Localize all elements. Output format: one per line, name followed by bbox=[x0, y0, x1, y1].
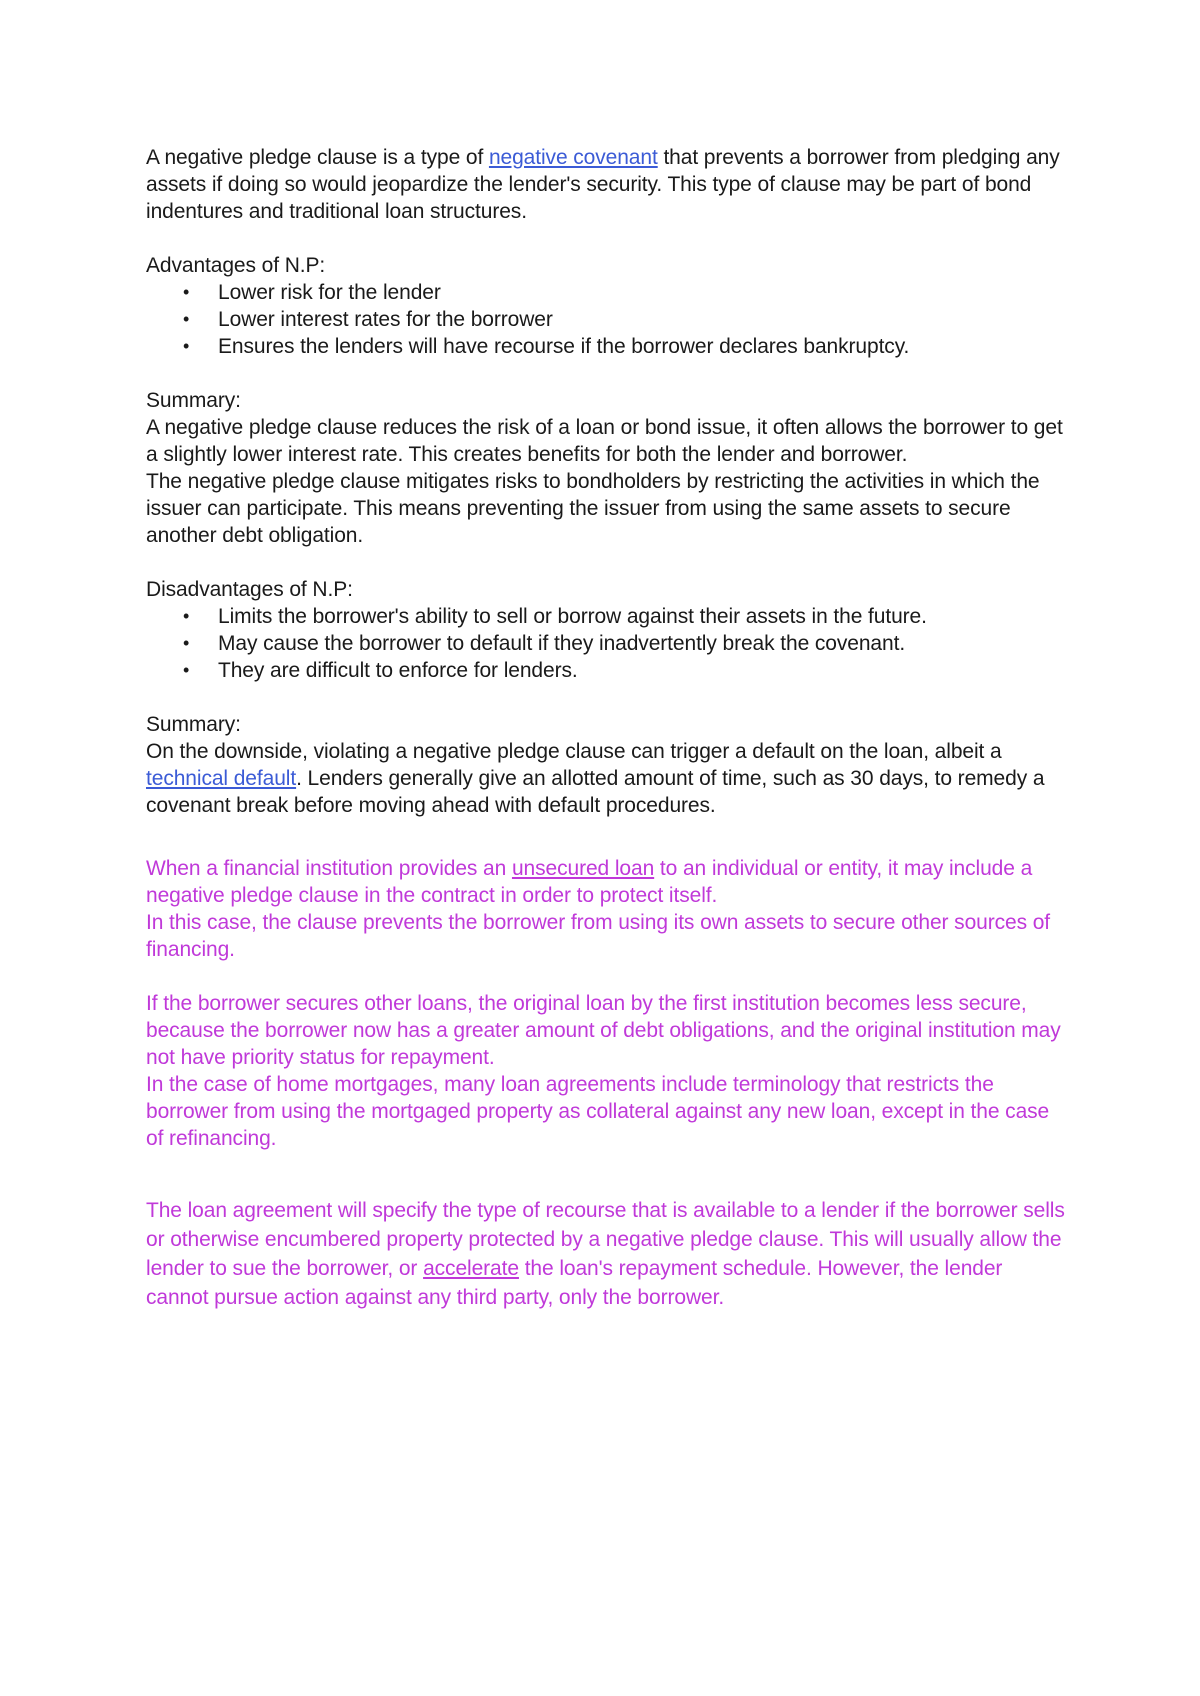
list-item: • They are difficult to enforce for lenders. bbox=[183, 659, 578, 682]
document-page bbox=[146, 144, 1066, 1312]
accelerate-link[interactable]: accelerate bbox=[423, 1257, 519, 1280]
summary-heading: Summary: bbox=[146, 713, 241, 736]
summary-paragraph: On the downside, violating a negative pledge clause can trigger a default on the loan, albeit a technical default. Lenders generally give an allotted amount of time, such as 30 days, to remedy a covenant break before moving ahead with default procedures. bbox=[146, 740, 1045, 817]
bullet-icon: • bbox=[183, 309, 190, 329]
bullet-icon: • bbox=[183, 660, 190, 680]
list-item: • Lower risk for the lender bbox=[183, 281, 441, 304]
highlighted-paragraph: When a financial institution provides an unsecured loan to an individual or entity, it may include a negative pledge clause in the contract in order to protect itself. bbox=[146, 857, 1033, 907]
bullet-icon: • bbox=[183, 336, 190, 356]
negative-covenant-link[interactable]: negative covenant bbox=[488, 146, 658, 169]
highlighted-paragraph: The loan agreement will specify the type of recourse that is available to a lender if the borrower sells or otherwise encumbered property protected by a negative pledge clause. This will usually allow the lender to sue the borrower, or accelerate the loan's repayment schedule. However, the lender cannot pursue action against any third party, only the borrower. bbox=[146, 1199, 1065, 1309]
highlighted-paragraph: If the borrower secures other loans, the original loan by the first institution becomes less secure, because the borrower now has a greater amount of debt obligations, and the original institution may not have priority status for repayment. bbox=[146, 992, 1061, 1069]
highlighted-paragraph: In this case, the clause prevents the borrower from using its own assets to secure other sources of financing. bbox=[146, 911, 1051, 961]
bullet-icon: • bbox=[183, 606, 190, 626]
bullet-icon: • bbox=[183, 633, 190, 653]
summary-heading: Summary: bbox=[146, 389, 241, 412]
highlighted-paragraph: In the case of home mortgages, many loan agreements include terminology that restricts the borrower from using the mortgaged property as collateral against any new loan, except in the case of refinancing. bbox=[146, 1073, 1050, 1150]
summary-paragraph: A negative pledge clause reduces the risk of a loan or bond issue, it often allows the borrower to get a slightly lower interest rate. This creates benefits for both the lender and borrower. bbox=[146, 416, 1063, 466]
disadvantages-list bbox=[146, 603, 1066, 684]
list-item: • Ensures the lenders will have recourse if the borrower declares bankruptcy. bbox=[183, 335, 910, 358]
advantages-list bbox=[146, 279, 1066, 360]
unsecured-loan-link[interactable]: unsecured loan bbox=[511, 857, 655, 880]
list-item: • Limits the borrower's ability to sell or borrow against their assets in the future. bbox=[183, 605, 927, 628]
summary-paragraph: The negative pledge clause mitigates risks to bondholders by restricting the activities in which the issuer can participate. This means preventing the issuer from using the same assets to secure another debt obligation. bbox=[146, 470, 1040, 547]
technical-default-link[interactable]: technical default bbox=[146, 767, 297, 790]
highlighted-section bbox=[146, 855, 1066, 1312]
list-item: • May cause the borrower to default if they inadvertently break the covenant. bbox=[183, 632, 906, 655]
disadvantages-heading: Disadvantages of N.P: bbox=[146, 578, 353, 601]
advantages-heading: Advantages of N.P: bbox=[146, 254, 326, 277]
recourse-block bbox=[146, 1196, 1066, 1312]
intro-paragraph: A negative pledge clause is a type of negative covenant that prevents a borrower from pledging any assets if doing so would jeopardize the lender's security. This type of clause may be part of bond indentures and traditional loan structures. bbox=[146, 146, 1060, 223]
list-item: • Lower interest rates for the borrower bbox=[183, 308, 553, 331]
bullet-icon: • bbox=[183, 282, 190, 302]
